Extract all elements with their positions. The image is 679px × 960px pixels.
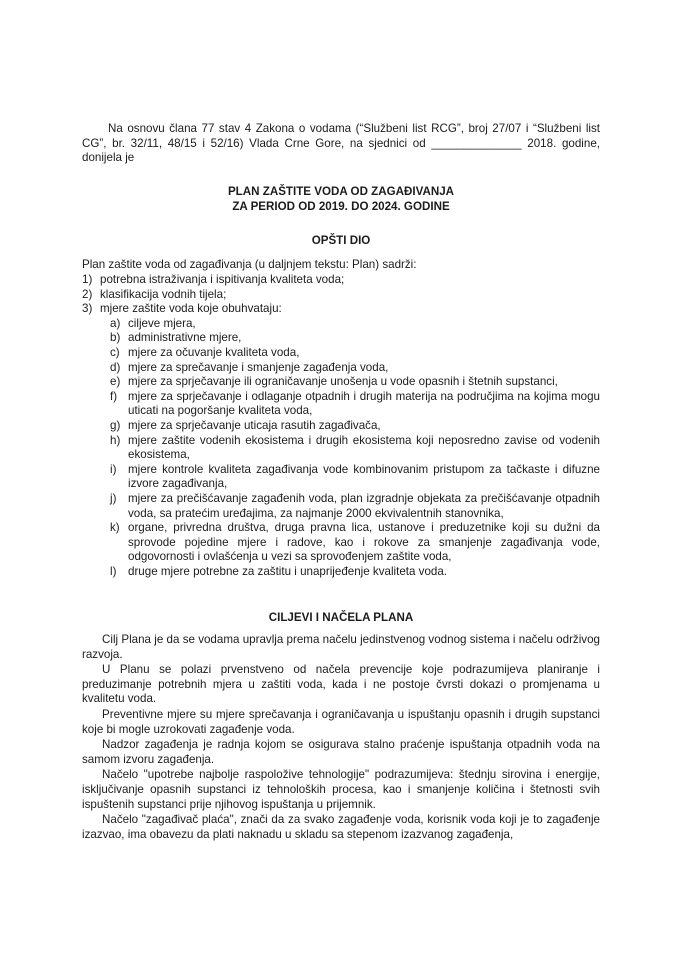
sublist-text: mjere zaštite vodenih ekosistema i drugih ekosistema koji neposredno zavise od vodenih ekosistema, (128, 433, 600, 462)
sublist-item (100, 346, 600, 361)
sublist-text: administrativne mjere, (128, 331, 242, 345)
body-paragraph: Načelo "upotrebe najbolje raspoložive tehnologije" podrazumijeva: štednju sirovina i energije, isključivanje opasnih supstanci iz tehnoloških procesa, kao i smanjenje količina i štetnosti svih ispuštenih supstanci prije njihovog ispuštanja u prijemnik. (82, 768, 600, 811)
list-text: klasifikacija vodnih tijela; (100, 287, 227, 301)
sublist-item (100, 331, 600, 346)
sublist-letter: d) (110, 360, 121, 374)
sublist-letter: j) (110, 491, 117, 505)
sublist-letter: f) (110, 389, 118, 403)
section-heading-goals: CILJEVI I NAČELA PLANA (268, 611, 414, 624)
sublist-item (100, 434, 600, 463)
sublist-item (100, 390, 600, 419)
sublist-text: organe, privredna društva, druga pravna lica, ustanove i preduzetnike koji su dužni da sprovode pojedine mjere i radove, kao i rokove za smanjenje zagađivanja vode, odgovornosti i ovlašćenja u vezi sa sprovođenjem zaštite voda, (128, 521, 600, 564)
sublist-item (100, 419, 600, 434)
title-line-1: PLAN ZAŠTITE VODA OD ZAGAĐIVANJA (227, 185, 455, 198)
list-item (82, 302, 600, 579)
sublist-item (100, 361, 600, 376)
document-title (82, 184, 600, 214)
body-paragraph: Preventivne mjere su mjere sprečavanja i ograničavanja u ispuštanju opasnih i drugih supstanci koje bi mogle uzrokovati zagađenje voda. (82, 707, 600, 736)
sublist-letter: g) (110, 418, 121, 432)
sublist-letter: e) (110, 375, 121, 389)
list-text: potrebna istraživanja i ispitivanja kvaliteta voda; (100, 273, 345, 286)
sublist-letter: h) (110, 433, 121, 447)
list-item (82, 273, 600, 288)
body-paragraph: U Planu se polazi prvenstveno od načela prevencije koje podrazumijeva planiranje i preduzimanje potrebnih mjera u zaštiti voda, kada i ne postoje čvrsti dokazi o promjenama u kvalitetu voda. (82, 663, 600, 706)
sublist-item (100, 317, 600, 332)
section-heading-general: OPŠTI DIO (311, 234, 371, 247)
sublist-letter: a) (110, 316, 121, 330)
sublist-text: ciljeve mjera, (128, 316, 196, 330)
sublist-item (100, 463, 600, 492)
sublist-item (100, 521, 600, 565)
list-number: 1) (82, 273, 93, 286)
sublist-letter: b) (110, 331, 121, 345)
sublist-letter: l) (110, 564, 117, 578)
sublist-text: mjere za sprječavanje ili ograničavanje unošenja u vode opasnih i štetnih supstanci, (128, 375, 558, 389)
sublist-item (100, 375, 600, 390)
sublist-item (100, 492, 600, 521)
sublist-letter: c) (110, 345, 120, 359)
body-paragraph: Načelo "zagađivač plaća", znači da za svako zagađenje voda, korisnik voda koji je to zagađenje izazvao, ima obavezu da plati naknadu u skladu sa stepenom izazvanog zagađenja, (82, 813, 600, 841)
body-paragraph: Cilj Plana je da se vodama upravlja prema načelu jedinstvenog vodnog sistema i načelu održivog razvoja. (82, 633, 600, 661)
section-lead: Plan zaštite voda od zagađivanja (u daljnjem tekstu: Plan) sadrži: (82, 258, 417, 271)
sublist-text: mjere za sprečavanje i smanjenje zagađenja voda, (128, 360, 389, 374)
sublist-text: mjere za sprječavanje i odlaganje otpadnih i drugih materija na područjima na kojima mogu uticati na pogoršanje kvaliteta voda, (128, 389, 600, 418)
sublist-letter: k) (110, 521, 120, 535)
sublist-text: mjere za sprječavanje uticaja rasutih zagađivača, (128, 418, 381, 432)
list-number: 2) (82, 287, 93, 301)
sublist-text: mjere za očuvanje kvaliteta voda, (128, 345, 300, 359)
intro-paragraph: Na osnovu člana 77 stav 4 Zakona o vodama (“Službeni list RCG”, broj 27/07 i “Službeni list CG”, br. 32/11, 48/15 i 52/16) Vlada Crne Gore, na sjednici od ______________ 2018. godine, donijela je (82, 122, 600, 165)
list-item (82, 288, 600, 303)
title-line-2: ZA PERIOD OD 2019. DO 2024. GODINE (232, 200, 450, 213)
sublist-item (100, 565, 600, 580)
sublist-text: druge mjere potrebne za zaštitu i unaprijeđenje kvaliteta voda. (128, 564, 448, 578)
numbered-list (82, 273, 600, 579)
body-paragraph: Nadzor zagađenja je radnja kojom se osigurava stalno praćenje ispuštanja otpadnih voda na samom izvoru zagađenja. (82, 738, 600, 766)
lettered-sublist (100, 317, 600, 580)
sublist-letter: i) (110, 462, 117, 476)
goals-body (82, 633, 600, 842)
sublist-text: mjere kontrole kvaliteta zagađivanja vode kombinovanim pristupom za tačkaste i difuzne izvore zagađivanja, (128, 462, 600, 491)
sublist-text: mjere za prečišćavanje zagađenih voda, plan izgradnje objekata za prečišćavanje otpadnih voda, sa pratećim uređajima, za najmanje 2000 ekvivalentnih stanovnika, (128, 491, 600, 520)
list-number: 3) (82, 302, 93, 316)
list-text: mjere zaštite voda koje obuhvataju: (100, 302, 282, 316)
